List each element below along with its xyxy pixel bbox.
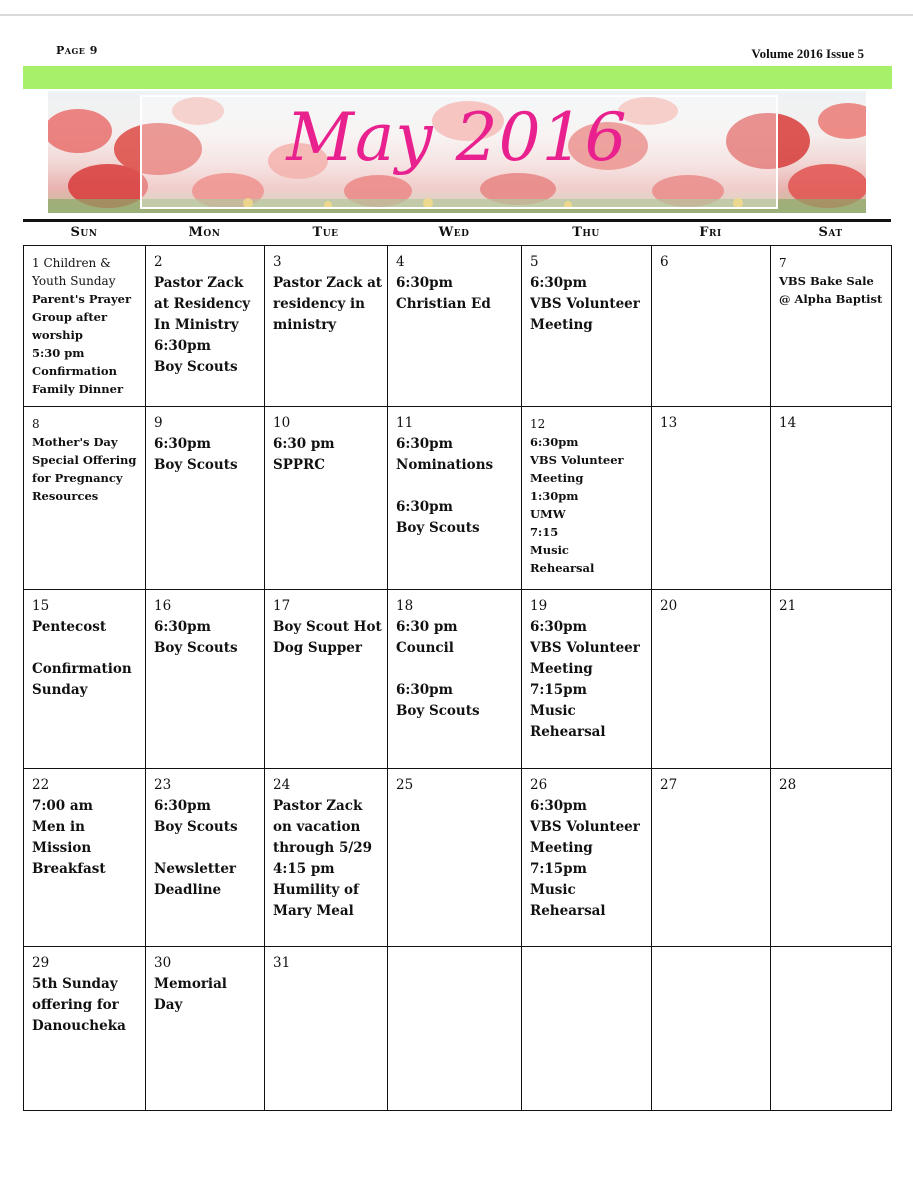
day-number: 5 xyxy=(530,254,539,270)
month-title: May 2016 xyxy=(286,99,628,176)
calendar-week-row xyxy=(24,246,892,407)
day-events: Mother's Day Special Offering for Pregnancy Resources xyxy=(32,435,137,503)
day-number: 19 xyxy=(530,598,548,614)
day-number: 29 xyxy=(32,955,50,971)
day-events: VBS Bake Sale @ Alpha Baptist xyxy=(779,274,883,306)
calendar-day-cell xyxy=(652,407,771,590)
day-number: 14 xyxy=(779,415,797,431)
calendar-day-cell xyxy=(24,947,146,1111)
calendar-day-cell xyxy=(522,769,652,947)
day-number: 8 xyxy=(32,417,40,431)
calendar-day-cell xyxy=(265,407,388,590)
day-events: 6:30pm Christian Ed xyxy=(396,275,491,312)
tulip-banner xyxy=(48,91,866,213)
day-events: Pentecost Confirmation Sunday xyxy=(32,619,132,698)
weekday-tue: Tue xyxy=(312,225,339,240)
day-events: 6:30pm VBS Volunteer Meeting xyxy=(530,275,640,333)
day-number: 26 xyxy=(530,777,548,793)
day-number: 3 xyxy=(273,254,282,270)
weekday-mon: Mon xyxy=(188,225,221,240)
day-events: 6:30pm VBS Volunteer Meeting 1:30pm UMW 7:15 Music Rehearsal xyxy=(530,435,624,575)
calendar-day-cell xyxy=(265,590,388,769)
calendar-week-row xyxy=(24,590,892,769)
calendar-day-cell xyxy=(265,769,388,947)
day-number: 18 xyxy=(396,598,414,614)
calendar-day-cell xyxy=(522,407,652,590)
day-events: 7:00 am Men in Mission Breakfast xyxy=(32,798,106,877)
weekday-sun: Sun xyxy=(70,225,98,240)
calendar-day-cell xyxy=(652,246,771,407)
top-rule xyxy=(0,14,913,16)
day-number: 6 xyxy=(660,254,669,270)
day-number: 2 xyxy=(154,254,163,270)
weekday-header-row xyxy=(23,222,891,244)
day-number: 17 xyxy=(273,598,291,614)
day-number: 22 xyxy=(32,777,50,793)
volume-label: Volume 2016 Issue 5 xyxy=(751,46,864,61)
calendar-day-cell xyxy=(771,590,892,769)
day-events: 6:30 pm Council 6:30pm Boy Scouts xyxy=(396,619,480,719)
day-events: 6:30pm Nominations 6:30pm Boy Scouts xyxy=(396,436,494,536)
day-events: Parent's Prayer Group after worship 5:30 pm Confirmation Family Dinner xyxy=(32,292,132,396)
calendar-day-cell xyxy=(388,407,522,590)
weekday-sat: Sat xyxy=(818,225,843,240)
calendar-day-cell xyxy=(771,947,892,1111)
weekday-fri: Fri xyxy=(699,225,722,240)
day-number: 15 xyxy=(32,598,50,614)
page-label: Page 9 xyxy=(56,44,98,57)
day-events: 6:30 pm SPPRC xyxy=(273,436,335,473)
day-events: 6:30pm VBS Volunteer Meeting 7:15pm Music Rehearsal xyxy=(530,798,640,919)
calendar-day-cell xyxy=(146,590,265,769)
day-events: 6:30pm VBS Volunteer Meeting 7:15pm Music Rehearsal xyxy=(530,619,640,740)
day-number: 31 xyxy=(273,955,291,971)
calendar-day-cell xyxy=(771,246,892,407)
calendar-day-cell xyxy=(388,590,522,769)
day-number: 13 xyxy=(660,415,678,431)
day-events: Pastor Zack on vacation through 5/29 4:15 pm Humility of Mary Meal xyxy=(273,798,373,919)
calendar-grid xyxy=(23,245,892,1111)
day-events: 6:30pm Boy Scouts Newsletter Deadline xyxy=(154,798,238,898)
calendar-day-cell xyxy=(146,947,265,1111)
day-number: 10 xyxy=(273,415,291,431)
calendar-day-cell xyxy=(652,590,771,769)
day-events: 6:30pm Boy Scouts xyxy=(154,436,238,473)
calendar-day-cell xyxy=(388,246,522,407)
day-number: 24 xyxy=(273,777,291,793)
calendar-day-cell xyxy=(771,407,892,590)
calendar-day-cell xyxy=(388,769,522,947)
day-number: 30 xyxy=(154,955,172,971)
day-number: 23 xyxy=(154,777,172,793)
calendar-day-cell xyxy=(24,246,146,407)
calendar-day-cell xyxy=(652,947,771,1111)
day-number: 21 xyxy=(779,598,797,614)
day-number: 20 xyxy=(660,598,678,614)
day-events: 5th Sunday offering for Danoucheka xyxy=(32,976,126,1034)
day-number: 25 xyxy=(396,777,414,793)
day-events: Pastor Zack at Residency In Ministry 6:30pm Boy Scouts xyxy=(154,275,251,375)
calendar-day-cell xyxy=(24,407,146,590)
calendar-day-cell xyxy=(265,246,388,407)
calendar-day-cell xyxy=(24,590,146,769)
calendar-day-cell xyxy=(265,947,388,1111)
calendar-day-cell xyxy=(146,407,265,590)
day-number: 11 xyxy=(396,415,414,431)
calendar-day-cell xyxy=(388,947,522,1111)
day-events: Memorial Day xyxy=(154,976,227,1013)
calendar-day-cell xyxy=(652,769,771,947)
green-header-bar xyxy=(23,66,892,89)
weekday-wed: Wed xyxy=(438,225,470,240)
day-number: 28 xyxy=(779,777,797,793)
calendar-day-cell xyxy=(522,947,652,1111)
day-number: 4 xyxy=(396,254,405,270)
calendar-day-cell xyxy=(522,246,652,407)
calendar-week-row xyxy=(24,947,892,1111)
day-events: Boy Scout Hot Dog Supper xyxy=(273,619,382,656)
calendar-day-cell xyxy=(522,590,652,769)
day-number: 12 xyxy=(530,417,546,431)
calendar-day-cell xyxy=(146,769,265,947)
day-events: 6:30pm Boy Scouts xyxy=(154,619,238,656)
calendar-day-cell xyxy=(24,769,146,947)
calendar-week-row xyxy=(24,769,892,947)
day-events: Pastor Zack at residency in ministry xyxy=(273,275,383,333)
day-number: 1 Children & Youth Sunday xyxy=(32,256,116,288)
calendar-day-cell xyxy=(146,246,265,407)
calendar-week-row xyxy=(24,407,892,590)
day-number: 9 xyxy=(154,415,163,431)
weekday-thu: Thu xyxy=(572,225,600,240)
day-number: 16 xyxy=(154,598,172,614)
day-number: 7 xyxy=(779,256,787,270)
calendar-day-cell xyxy=(771,769,892,947)
day-number: 27 xyxy=(660,777,678,793)
